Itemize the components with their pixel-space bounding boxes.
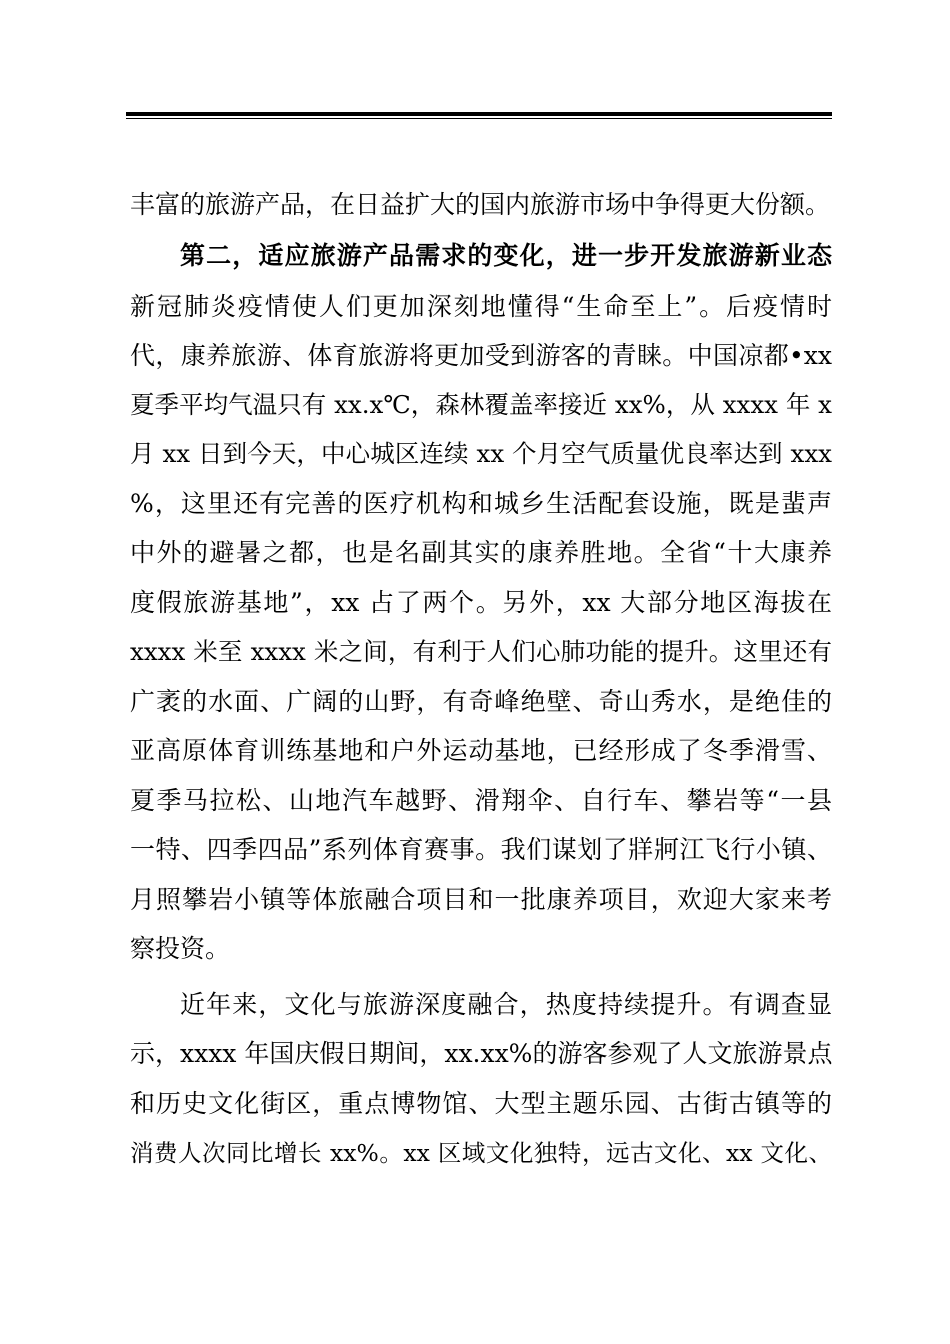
- text-line: 夏季马拉松、山地汽车越野、滑翔伞、自行车、攀岩等“一县: [130, 786, 832, 815]
- text-line: 中外的避暑之都，也是名副其实的康养胜地。全省“十大康养: [130, 538, 832, 567]
- section-heading: 第二，适应旅游产品需求的变化，进一步开发旅游新业态: [180, 241, 832, 270]
- text-line: 一特、四季四品”系列体育赛事。我们谋划了牂牁江飞行小镇、: [130, 835, 832, 864]
- text-line: 亚高原体育训练基地和户外运动基地，已经形成了冬季滑雪、: [130, 736, 832, 765]
- text-line: 和历史文化街区，重点博物馆、大型主题乐园、古街古镇等的: [130, 1089, 832, 1118]
- text-line: 夏季平均气温只有 xx.x℃，森林覆盖率接近 xx%，从 xxxx 年 x: [130, 390, 832, 419]
- text-line: 示，xxxx 年国庆假日期间，xx.xx%的游客参观了人文旅游景点: [130, 1039, 833, 1068]
- text-line: xxxx 米至 xxxx 米之间，有利于人们心肺功能的提升。这里还有: [130, 637, 832, 666]
- text-line: 月 xx 日到今天，中心城区连续 xx 个月空气质量优良率达到 xxx: [130, 439, 832, 468]
- text-line: 消费人次同比增长 xx%。xx 区域文化独特，远古文化、xx 文化、: [130, 1139, 832, 1167]
- text-line: 代，康养旅游、体育旅游将更加受到游客的青睐。中国凉都•xx: [130, 341, 832, 370]
- text-line: 察投资。: [130, 934, 231, 963]
- text-line: 丰富的旅游产品，在日益扩大的国内旅游市场中争得更大份额。: [130, 190, 831, 219]
- text-line: 度假旅游基地”，xx 占了两个。另外，xx 大部分地区海拔在: [130, 588, 832, 617]
- text-line: 近年来，文化与旅游深度融合，热度持续提升。有调查显: [180, 990, 832, 1019]
- text-line: 新冠肺炎疫情使人们更加深刻地懂得“生命至上”。后疫情时: [130, 292, 832, 321]
- header-double-rule: [126, 112, 832, 119]
- text-line: 月照攀岩小镇等体旅融合项目和一批康养项目，欢迎大家来考: [130, 885, 832, 914]
- text-line: 广袤的水面、广阔的山野，有奇峰绝壁、奇山秀水，是绝佳的: [130, 687, 832, 716]
- text-line: %，这里还有完善的医疗机构和城乡生活配套设施，既是蜚声: [130, 489, 832, 518]
